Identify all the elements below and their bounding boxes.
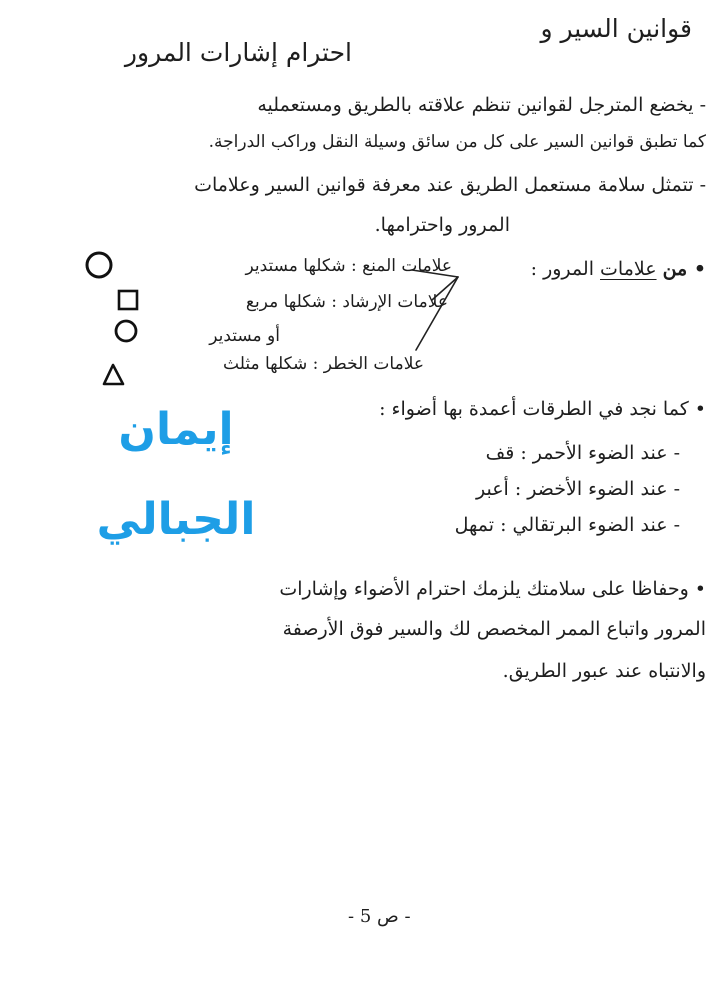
- circle-icon: [87, 253, 111, 277]
- sign-guidance-label-b: أو مستدير: [209, 326, 280, 346]
- closing-line-2: المرور واتباع الممر المخصص لك والسير فوق الأرصفة: [282, 618, 706, 640]
- signs-intro-prefix: • من: [662, 258, 706, 280]
- title-line-2: احترام إشارات المرور: [124, 38, 352, 67]
- watermark-line-2: الجبالي: [96, 494, 256, 545]
- watermark-line-1: إيمان: [118, 404, 234, 455]
- paragraph-1-line-3: - تتمثل سلامة مستعمل الطريق عند معرفة قوانين السير وعلامات: [194, 174, 706, 196]
- paragraph-1-line-4: المرور واحترامها.: [374, 214, 510, 236]
- closing-line-3: والانتباه عند عبور الطريق.: [502, 660, 706, 682]
- signs-intro-underlined: علامات: [600, 258, 657, 280]
- lights-intro: • كما نجد في الطرقات أعمدة بها أضواء :: [379, 398, 706, 420]
- sign-guidance-label-a: علامات الإرشاد : شكلها مربع: [245, 292, 448, 312]
- triangle-icon: [104, 365, 123, 384]
- title-line-1: قوانين السير و: [540, 14, 692, 43]
- closing-line-1: • وحفاظا على سلامتك يلزمك احترام الأضواء وإشارات: [279, 578, 706, 600]
- sign-prohibition-label: علامات المنع : شكلها مستدير: [245, 256, 452, 276]
- paragraph-1-line-1: - يخضع المترجل لقوانين تنظم علاقته بالطريق ومستعمليه: [257, 94, 706, 116]
- signs-intro-suffix: المرور :: [530, 258, 594, 280]
- connector-to-guidance: [432, 277, 458, 300]
- signs-connectors: [0, 0, 720, 420]
- connector-to-prohibition: [412, 270, 458, 277]
- light-green: - عند الضوء الأخضر : أعبر: [475, 478, 680, 500]
- connector-to-danger: [416, 277, 458, 350]
- paragraph-1-line-2: كما تطبق قوانين السير على كل من سائق وسيلة النقل وراكب الدراجة.: [208, 132, 706, 152]
- sign-danger-label: علامات الخطر : شكلها مثلث: [223, 354, 424, 374]
- square-icon: [119, 291, 137, 309]
- light-orange: - عند الضوء البرتقالي : تمهل: [454, 514, 680, 536]
- circle-icon-small: [116, 321, 136, 341]
- light-red: - عند الضوء الأحمر : قف: [485, 442, 680, 464]
- page-number: - ص 5 -: [348, 906, 411, 927]
